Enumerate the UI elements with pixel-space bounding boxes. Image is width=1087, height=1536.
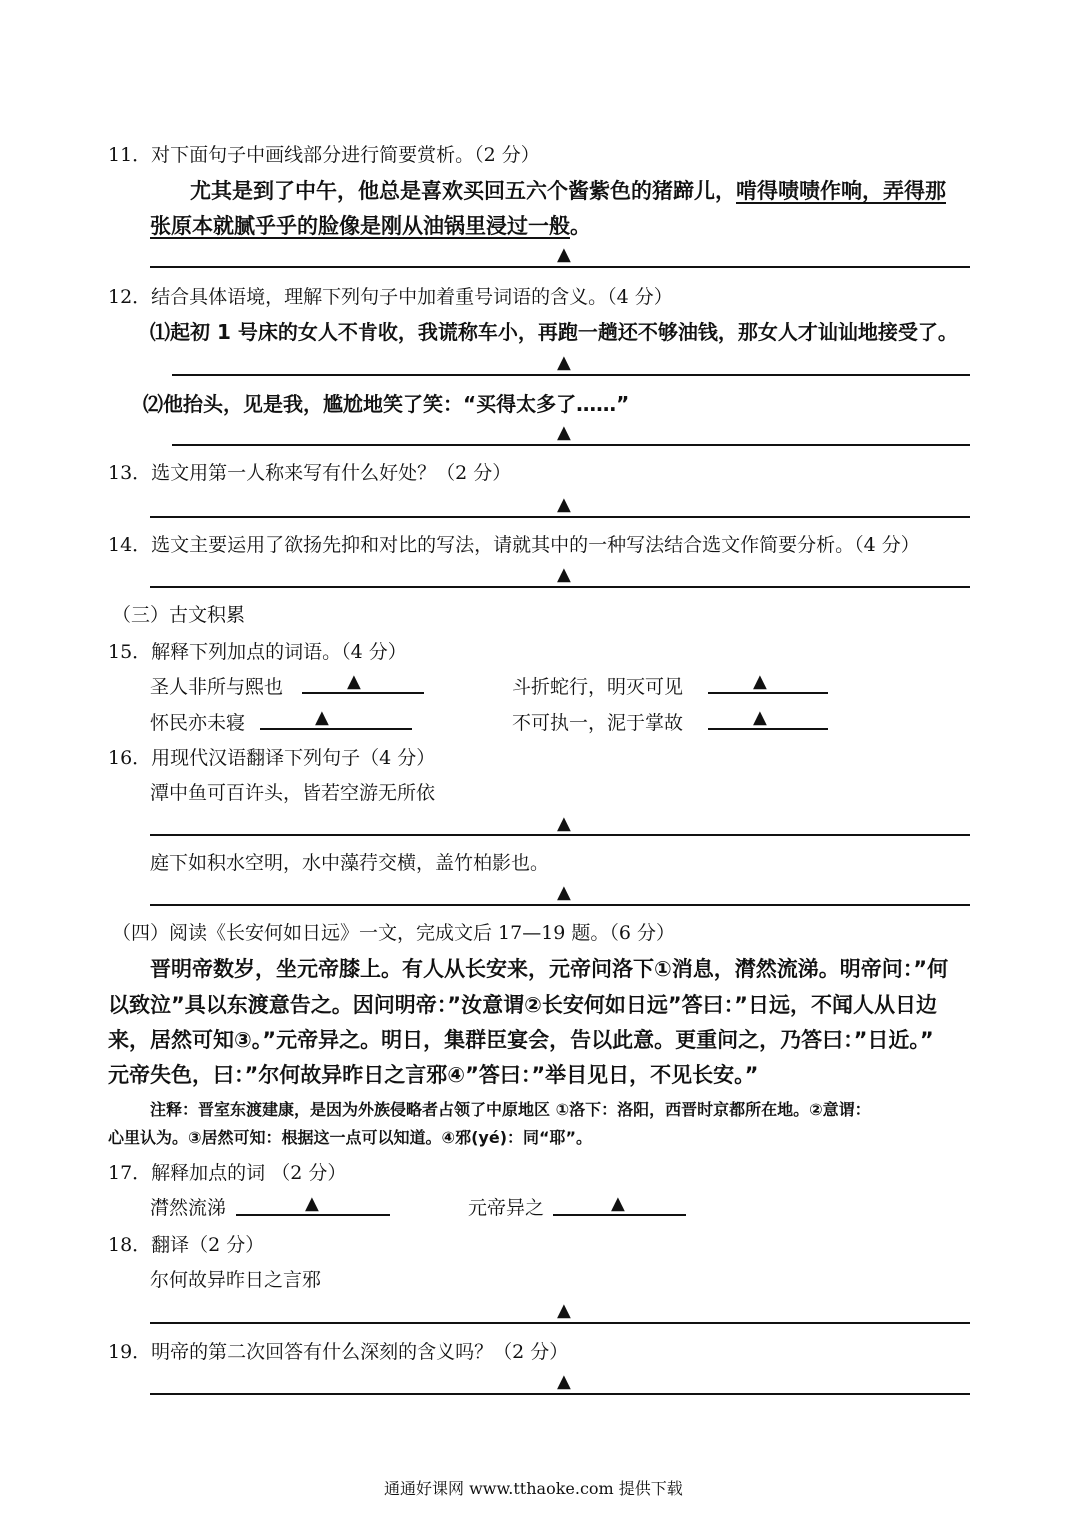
question-17-label: 17．解释加点的词 （2 分） bbox=[108, 1162, 347, 1184]
answer-mark: ▲ bbox=[557, 494, 571, 515]
question-11-label: 11．对下面句子中画线部分进行简要赏析。（2 分） bbox=[108, 144, 540, 166]
question-15-item-1: 圣人非所与熙也 bbox=[150, 676, 284, 698]
answer-mark: ▲ bbox=[557, 813, 571, 834]
fill-blank[interactable] bbox=[260, 728, 412, 730]
question-17-item-2: 元帝异之 bbox=[468, 1197, 545, 1219]
answer-mark: ▲ bbox=[557, 564, 571, 585]
answer-line[interactable] bbox=[150, 904, 970, 906]
fill-blank[interactable] bbox=[553, 1214, 686, 1216]
question-16-label: 16．用现代汉语翻译下列句子（4 分） bbox=[108, 747, 436, 769]
answer-line[interactable] bbox=[150, 1393, 970, 1395]
answer-mark: ▲ bbox=[753, 707, 767, 728]
question-11-sentence-line-2 bbox=[150, 210, 591, 240]
question-19-label: 19．明帝的第二次回答有什么深刻的含义吗？（2 分） bbox=[108, 1341, 569, 1363]
underlined-text: 啃得啧啧作响，弄得那 bbox=[736, 179, 946, 203]
question-11-sentence-line-1 bbox=[190, 175, 946, 205]
passage-line-1: 晋明帝数岁，坐元帝膝上。有人从长安来，元帝问洛下①消息，潸然流涕。明帝问：”何 bbox=[150, 957, 949, 981]
answer-mark: ▲ bbox=[557, 1371, 571, 1392]
question-18-label: 18．翻译（2 分） bbox=[108, 1234, 265, 1256]
sentence-end: 。 bbox=[570, 214, 591, 238]
answer-line[interactable] bbox=[150, 1322, 970, 1324]
question-18-sentence: 尔何故异昨日之言邪 bbox=[150, 1269, 322, 1291]
passage-line-3: 来，居然可知③。”元帝异之。明日，集群臣宴会，告以此意。更重问之，乃答曰：”日近。” bbox=[108, 1028, 934, 1052]
page-footer: 通通好课网 www.tthaoke.com 提供下载 bbox=[384, 1479, 683, 1498]
question-12-item-1: ⑴起初 1 号床的女人不肯收，我谎称车小，再跑一趟还不够油钱，那女人才讪讪地接受了。 bbox=[150, 320, 958, 344]
answer-line[interactable] bbox=[172, 374, 970, 376]
sentence-plain: 尤其是到了中午，他总是喜欢买回五六个酱紫色的猪蹄儿， bbox=[190, 179, 736, 203]
question-15-label: 15．解释下列加点的词语。（4 分） bbox=[108, 641, 407, 663]
answer-mark: ▲ bbox=[557, 352, 571, 373]
passage-line-4: 元帝失色，曰：”尔何故异昨日之言邪④”答曰：”举目见日，不见长安。” bbox=[108, 1063, 759, 1087]
fill-blank[interactable] bbox=[708, 692, 828, 694]
answer-mark: ▲ bbox=[557, 244, 571, 265]
answer-line[interactable] bbox=[172, 444, 970, 446]
answer-mark: ▲ bbox=[753, 671, 767, 692]
answer-mark: ▲ bbox=[315, 707, 329, 728]
section-4-heading: （四）阅读《长安何如日远》一文，完成文后 17—19 题。（6 分） bbox=[112, 922, 676, 944]
fill-blank[interactable] bbox=[236, 1214, 390, 1216]
question-16-sentence-2: 庭下如积水空明，水中藻荇交横，盖竹柏影也。 bbox=[150, 852, 550, 874]
answer-line[interactable] bbox=[150, 586, 970, 588]
answer-mark: ▲ bbox=[611, 1193, 625, 1214]
answer-mark: ▲ bbox=[347, 671, 361, 692]
underlined-text: 张原本就腻乎乎的脸像是刚从油锅里浸过一般 bbox=[150, 214, 570, 238]
answer-mark: ▲ bbox=[557, 1300, 571, 1321]
fill-blank[interactable] bbox=[708, 728, 828, 730]
question-15-item-2: 斗折蛇行，明灭可见 bbox=[512, 676, 684, 698]
passage-line-2: 以致泣”具以东渡意告之。因问明帝：”汝意谓②长安何如日远”答曰：”日远，不闻人从日边 bbox=[108, 993, 937, 1017]
answer-line[interactable] bbox=[150, 516, 970, 518]
question-15-item-3: 怀民亦未寝 bbox=[150, 712, 246, 734]
question-15-item-4: 不可执一，泥于掌故 bbox=[512, 712, 684, 734]
footnote-line-1: 注释：晋室东渡建康，是因为外族侵略者占领了中原地区 ①洛下：洛阳，西晋时京都所在地。②意谓： bbox=[150, 1100, 871, 1119]
question-12-item-2: ⑵他抬头，见是我，尴尬地笑了笑：“买得太多了……” bbox=[143, 392, 630, 416]
fill-blank[interactable] bbox=[302, 692, 424, 694]
answer-mark: ▲ bbox=[305, 1193, 319, 1214]
footnote-line-2: 心里认为。③居然可知：根据这一点可以知道。④邪(yé)：同“耶”。 bbox=[108, 1128, 593, 1147]
answer-line[interactable] bbox=[150, 834, 970, 836]
answer-line[interactable] bbox=[150, 266, 970, 268]
question-12-label: 12．结合具体语境，理解下列句子中加着重号词语的含义。（4 分） bbox=[108, 286, 673, 308]
answer-mark: ▲ bbox=[557, 422, 571, 443]
question-14-label: 14．选文主要运用了欲扬先抑和对比的写法，请就其中的一种写法结合选文作简要分析。（4 分） bbox=[108, 534, 920, 556]
question-16-sentence-1: 潭中鱼可百许头，皆若空游无所依 bbox=[150, 782, 436, 804]
question-13-label: 13．选文用第一人称来写有什么好处？（2 分） bbox=[108, 462, 512, 484]
section-3-heading: （三）古文积累 bbox=[112, 604, 246, 626]
question-17-item-1: 潸然流涕 bbox=[150, 1197, 227, 1219]
answer-mark: ▲ bbox=[557, 882, 571, 903]
